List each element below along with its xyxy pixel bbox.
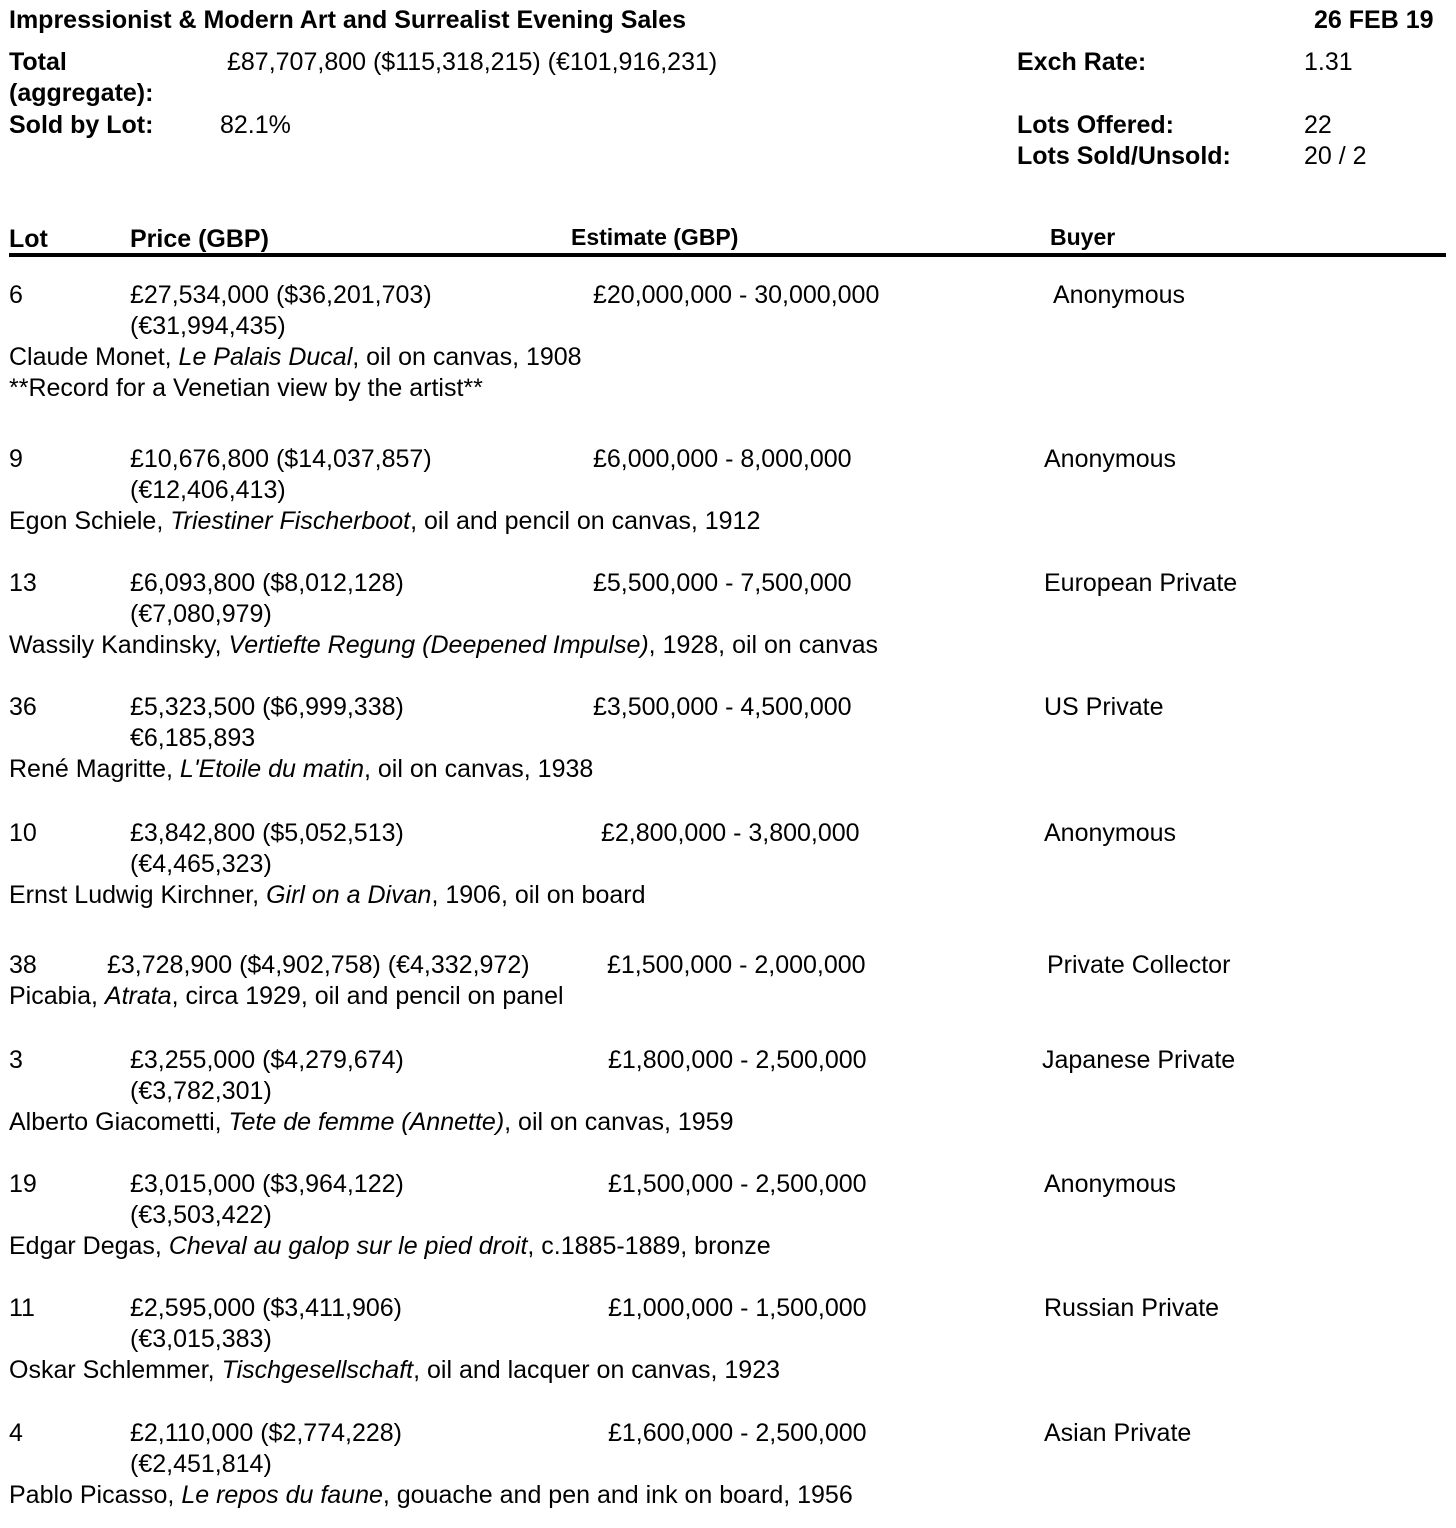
- artwork-title: L'Etoile du matin: [179, 755, 364, 783]
- artwork-title: Tete de femme (Annette): [228, 1108, 505, 1136]
- lot-buyer: European Private: [1044, 569, 1238, 597]
- artwork-details: , oil and pencil on canvas, 1912: [410, 507, 761, 535]
- lot-note: **Record for a Venetian view by the artist**: [9, 374, 483, 402]
- column-header-price: Price (GBP): [130, 225, 269, 253]
- artist-name: Picabia,: [9, 982, 105, 1010]
- lot-buyer: Asian Private: [1044, 1419, 1192, 1447]
- lot-estimate: £2,800,000 - 3,800,000: [601, 819, 860, 847]
- sold-by-lot-label: Sold by Lot:: [9, 111, 154, 139]
- lots-offered-value: 22: [1304, 111, 1332, 139]
- lot-buyer: US Private: [1044, 693, 1164, 721]
- artwork-title: Le Palais Ducal: [178, 343, 353, 371]
- artwork-details: , circa 1929, oil and pencil on panel: [171, 982, 564, 1010]
- artist-name: Egon Schiele,: [9, 507, 171, 535]
- lots-sold-unsold-value: 20 / 2: [1304, 142, 1367, 170]
- lot-buyer: Anonymous: [1044, 819, 1177, 847]
- artwork-details: , oil on canvas, 1959: [504, 1108, 734, 1136]
- artist-name: Pablo Picasso,: [9, 1481, 182, 1509]
- price-line: (€12,406,413): [130, 476, 286, 504]
- lot-number: 13: [9, 569, 37, 597]
- column-header-buyer: Buyer: [1050, 224, 1116, 250]
- price-line: £2,110,000 ($2,774,228): [130, 1419, 402, 1447]
- lot-description: [9, 630, 878, 661]
- lot-estimate: £1,000,000 - 1,500,000: [608, 1294, 867, 1322]
- lot-price: [107, 950, 587, 981]
- artwork-details: , 1928, oil on canvas: [648, 631, 878, 659]
- lot-estimate: £6,000,000 - 8,000,000: [593, 445, 852, 473]
- lot-description: [9, 754, 593, 785]
- price-line: £2,595,000 ($3,411,906): [130, 1294, 402, 1322]
- lot-buyer: Russian Private: [1044, 1294, 1220, 1322]
- lot-description: [9, 1107, 733, 1138]
- price-line: £5,323,500 ($6,999,338): [130, 693, 404, 721]
- lot-description: [9, 506, 760, 537]
- artist-name: Oskar Schlemmer,: [9, 1356, 222, 1384]
- lot-buyer: Private Collector: [1047, 951, 1231, 979]
- sold-by-lot-value: 82.1%: [220, 111, 291, 139]
- artwork-details: , c.1885-1889, bronze: [527, 1232, 771, 1260]
- lot-description: [9, 1480, 853, 1511]
- lot-number: 9: [9, 445, 23, 473]
- lot-description: [9, 880, 646, 911]
- price-line: (€7,080,979): [130, 600, 272, 628]
- price-line: £3,842,800 ($5,052,513): [130, 819, 404, 847]
- total-label: Total (aggregate):: [9, 48, 154, 107]
- lot-number: 11: [9, 1294, 35, 1322]
- lot-buyer: Japanese Private: [1042, 1046, 1236, 1074]
- artwork-details: , oil on canvas, 1938: [363, 755, 594, 783]
- lot-number: 19: [9, 1170, 37, 1198]
- lot-price: [130, 1045, 460, 1107]
- lot-row: [0, 1293, 1456, 1413]
- lot-buyer: Anonymous: [1044, 445, 1177, 473]
- header-divider: [9, 253, 1446, 257]
- artist-name: Edgar Degas,: [9, 1232, 169, 1260]
- lot-description: [9, 1231, 771, 1262]
- artwork-details: , gouache and pen and ink on board, 1956: [382, 1481, 853, 1509]
- artist-name: René Magritte,: [9, 755, 180, 783]
- price-line: £3,255,000 ($4,279,674): [130, 1046, 404, 1074]
- lot-number: 6: [9, 281, 23, 309]
- lot-row: [0, 444, 1456, 564]
- lot-price: [130, 818, 460, 880]
- artwork-title: Vertiefte Regung (Deepened Impulse): [228, 631, 649, 659]
- price-line: £27,534,000 ($36,201,703): [130, 281, 432, 309]
- lot-description: [9, 342, 582, 373]
- lot-buyer: Anonymous: [1053, 281, 1186, 309]
- artist-name: Wassily Kandinsky,: [9, 631, 229, 659]
- lot-number: 38: [9, 951, 37, 979]
- artwork-title: Le repos du faune: [181, 1481, 383, 1509]
- artwork-details: , 1906, oil on board: [431, 881, 646, 909]
- lot-description: [9, 981, 564, 1012]
- lot-estimate: £20,000,000 - 30,000,000: [593, 281, 880, 309]
- lot-price: [130, 280, 460, 342]
- lot-row: [0, 568, 1456, 688]
- lot-estimate: £1,800,000 - 2,500,000: [608, 1046, 867, 1074]
- lots-sold-unsold-label: Lots Sold/Unsold:: [1017, 142, 1231, 170]
- lot-row: [0, 280, 1456, 400]
- price-line: (€31,994,435): [130, 312, 286, 340]
- price-line: €6,185,893: [130, 724, 256, 752]
- artwork-details: , oil and lacquer on canvas, 1923: [413, 1356, 781, 1384]
- lot-row: [0, 1045, 1456, 1165]
- price-line: (€3,782,301): [130, 1077, 272, 1105]
- lot-price: [130, 444, 460, 506]
- artist-name: Claude Monet,: [9, 343, 179, 371]
- lot-estimate: £1,500,000 - 2,500,000: [608, 1170, 867, 1198]
- artwork-title: Cheval au galop sur le pied droit: [168, 1232, 528, 1260]
- lot-estimate: £5,500,000 - 7,500,000: [593, 569, 852, 597]
- page-title: Impressionist & Modern Art and Surrealist Evening Sales: [9, 6, 687, 34]
- lot-row: [0, 818, 1456, 938]
- column-header-lot: Lot: [9, 225, 48, 253]
- artwork-title: Tischgesellschaft: [221, 1356, 414, 1384]
- price-line: (€3,015,383): [130, 1325, 272, 1353]
- price-line: (€2,451,814): [130, 1450, 272, 1478]
- exch-rate-value: 1.31: [1304, 48, 1353, 76]
- sale-date: 26 FEB 19: [1314, 6, 1434, 34]
- artwork-title: Atrata: [104, 982, 172, 1010]
- total-value: £87,707,800 ($115,318,215) (€101,916,231): [227, 48, 718, 76]
- lot-estimate: £3,500,000 - 4,500,000: [593, 693, 852, 721]
- lot-row: [0, 1418, 1456, 1528]
- price-line: (€3,503,422): [130, 1201, 272, 1229]
- lot-buyer: Anonymous: [1044, 1170, 1177, 1198]
- price-line: £10,676,800 ($14,037,857): [130, 445, 432, 473]
- artist-name: Ernst Ludwig Kirchner,: [9, 881, 267, 909]
- price-line: £3,015,000 ($3,964,122): [130, 1170, 404, 1198]
- price-line: £6,093,800 ($8,012,128): [130, 569, 404, 597]
- lot-price: [130, 1418, 460, 1480]
- lot-number: 36: [9, 693, 37, 721]
- artwork-title: Girl on a Divan: [266, 881, 432, 909]
- lot-price: [130, 1293, 460, 1355]
- lot-description: [9, 1355, 780, 1386]
- artist-name: Alberto Giacometti,: [9, 1108, 229, 1136]
- lot-row: [0, 1169, 1456, 1289]
- lot-price: [130, 692, 460, 754]
- lots-offered-label: Lots Offered:: [1017, 111, 1174, 139]
- lot-row: [0, 692, 1456, 812]
- lot-estimate: £1,500,000 - 2,000,000: [607, 951, 866, 979]
- column-header-estimate: Estimate (GBP): [571, 224, 739, 250]
- lot-price: [130, 1169, 460, 1231]
- exch-rate-label: Exch Rate:: [1017, 48, 1147, 76]
- lot-price: [130, 568, 460, 630]
- price-line: (€4,465,323): [130, 850, 272, 878]
- lot-number: 4: [9, 1419, 23, 1447]
- lot-number: 10: [9, 819, 37, 847]
- artwork-details: , oil on canvas, 1908: [352, 343, 582, 371]
- lot-number: 3: [9, 1046, 23, 1074]
- price-line: £3,728,900 ($4,902,758) (€4,332,972): [107, 951, 530, 979]
- lot-estimate: £1,600,000 - 2,500,000: [608, 1419, 867, 1447]
- artwork-title: Triestiner Fischerboot: [170, 507, 411, 535]
